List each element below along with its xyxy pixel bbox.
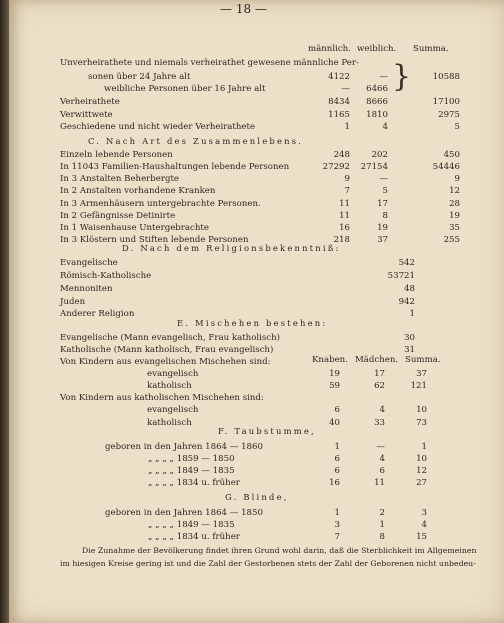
value-male: 27292	[322, 162, 350, 172]
section-heading-f: F. Taubstumme,	[218, 426, 316, 436]
kids-kath-heading: Von Kindern aus katholischen Mischehen sind:	[60, 393, 264, 403]
row-label: Verheirathete	[60, 97, 120, 107]
value-sum: 10	[416, 405, 427, 415]
value-female: 17	[377, 199, 388, 209]
row-label: „ „ „ „ 1859 — 1850	[148, 454, 235, 464]
row-label: weibliche Personen über 16 Jahre alt	[104, 84, 266, 94]
value-sum: 30	[404, 333, 415, 343]
row-label: „ „ „ „ 1834 u. früher	[148, 478, 240, 488]
value-sum: 255	[443, 235, 460, 245]
value-boys: 19	[329, 369, 340, 379]
row-label: In 2 Anstalten vorhandene Kranken	[60, 186, 216, 196]
value-male: 1	[344, 122, 350, 132]
value-female: 8666	[366, 97, 388, 107]
value-girls: 1	[379, 520, 385, 530]
kids-ev-heading: Von Kindern aus evangelischen Mischehen sind:	[60, 357, 271, 367]
row-label: In 3 Anstalten Beherbergte	[60, 174, 180, 184]
value-sum: 542	[398, 258, 415, 268]
row-label: Unverheirathete und niemals verheirathet gewesene männliche Per-	[60, 58, 359, 68]
value-boys: 6	[334, 405, 340, 415]
value-boys: 59	[329, 381, 340, 391]
row-label: In 3 Armenhäusern untergebrachte Personen.	[60, 199, 261, 209]
value-sum: 54446	[432, 162, 460, 172]
value-girls: 4	[379, 405, 385, 415]
value-female: 37	[377, 235, 388, 245]
value-sum: 35	[449, 223, 460, 233]
value-sum: 15	[416, 532, 427, 542]
value-sum: 942	[398, 297, 415, 307]
value-male: 11	[339, 199, 350, 209]
value-male: 11	[339, 211, 350, 221]
value-sum: 19	[449, 211, 460, 221]
value-female: 6466	[366, 84, 388, 94]
value-female: 8	[382, 211, 388, 221]
row-label: „ „ „ „ 1834 u. früher	[148, 532, 240, 542]
sub-header-girls: Mädchen.	[355, 355, 399, 365]
row-label: evangelisch	[147, 405, 199, 415]
value-boys: 16	[329, 478, 340, 488]
value-sum: 5	[454, 122, 460, 132]
value-sum: 53721	[387, 271, 415, 281]
value-sum: 17100	[432, 97, 460, 107]
value-sum: 37	[416, 369, 427, 379]
row-label: In 11043 Familien-Haushaltungen lebende Personen	[60, 162, 290, 172]
value-male: 4122	[328, 72, 350, 82]
row-label: Evangelische	[60, 258, 118, 268]
value-male: 1165	[328, 110, 350, 120]
row-label: evangelisch	[147, 369, 199, 379]
book-spine	[0, 0, 9, 623]
row-label: In 1 Waisenhause Untergebrachte	[60, 223, 209, 233]
section-heading-g: G. Blinde,	[225, 492, 289, 502]
value-girls: 8	[379, 532, 385, 542]
value-female: 202	[371, 150, 388, 160]
value-girls: 62	[374, 381, 385, 391]
value-sum: 31	[404, 345, 415, 355]
value-girls: 33	[374, 418, 385, 428]
section-heading-d: D. Nach dem Religionsbekenntniß:	[122, 243, 341, 253]
value-sum: 3	[421, 508, 427, 518]
value-sum: 9	[454, 174, 460, 184]
value-sum: 12	[416, 466, 427, 476]
value-sum: 121	[410, 381, 427, 391]
value-female: 27154	[360, 162, 388, 172]
row-label: katholisch	[147, 381, 192, 391]
value-female: 4	[382, 122, 388, 132]
footnote-line-2: im hiesigen Kreise gering ist und die Zahl der Gestorbenen stets der Zahl der Geborenen nicht unbedeu-	[60, 559, 476, 568]
row-label: In 2 Gefängnisse Detinirte	[60, 211, 176, 221]
row-label: Mennoniten	[60, 284, 113, 294]
value-female: 1810	[366, 110, 388, 120]
col-header-male: männlich.	[308, 44, 351, 54]
section-heading-c: C. Nach Art des Zusammenlebens.	[88, 136, 304, 146]
page-number: — 18 —	[220, 2, 267, 16]
row-label: „ „ „ „ 1849 — 1835	[148, 466, 235, 476]
value-boys: 1	[334, 442, 340, 452]
value-sum: 27	[416, 478, 427, 488]
sub-header-sum: Summa.	[405, 355, 441, 365]
value-boys: 6	[334, 466, 340, 476]
value-female: 19	[377, 223, 388, 233]
value-sum: 1	[421, 442, 427, 452]
row-label: Evangelische (Mann evangelisch, Frau katholisch)	[60, 333, 280, 343]
value-sum: 12	[449, 186, 460, 196]
value-sum: 73	[416, 418, 427, 428]
value-male: 9	[344, 174, 350, 184]
value-girls: 4	[379, 454, 385, 464]
value-sum: 450	[443, 150, 460, 160]
value-girls: 11	[374, 478, 385, 488]
col-header-female: weiblich.	[357, 44, 397, 54]
value-male: 218	[333, 235, 350, 245]
row-label: In 3 Klöstern und Stiften lebende Personen	[60, 235, 249, 245]
value-girls: —	[376, 442, 385, 452]
value-male: 16	[339, 223, 350, 233]
value-male: 7	[344, 186, 350, 196]
row-label: sonen über 24 Jahre alt	[88, 72, 191, 82]
value-girls: 6	[379, 466, 385, 476]
value-boys: 1	[334, 508, 340, 518]
section-heading-e: E. Mischehen bestehen:	[177, 318, 328, 328]
footnote-line-1: Die Zunahme der Bevölkerung findet ihren Grund wohl darin, daß die Sterblichkeit im Allgemeinen	[82, 546, 477, 555]
row-label: Anderer Religion	[60, 309, 135, 319]
value-sum: 48	[404, 284, 415, 294]
value-sum: 2975	[438, 110, 460, 120]
row-label: „ „ „ „ 1849 — 1835	[148, 520, 235, 530]
row-label: Einzeln lebende Personen	[60, 150, 173, 160]
value-sum: 10588	[432, 72, 460, 82]
value-boys: 7	[334, 532, 340, 542]
value-female: —	[379, 72, 388, 82]
value-male: 248	[333, 150, 350, 160]
row-label: Geschiedene und nicht wieder Verheirathete	[60, 122, 256, 132]
sub-header-boys: Knaben.	[312, 355, 348, 365]
value-boys: 40	[329, 418, 340, 428]
row-label: Katholische (Mann katholisch, Frau evangelisch)	[60, 345, 274, 355]
row-label: Verwittwete	[60, 110, 113, 120]
value-boys: 6	[334, 454, 340, 464]
value-boys: 3	[334, 520, 340, 530]
row-label: katholisch	[147, 418, 192, 428]
value-sum: 10	[416, 454, 427, 464]
value-male: —	[341, 84, 350, 94]
curly-brace: }	[392, 59, 412, 94]
value-girls: 2	[379, 508, 385, 518]
value-male: 8434	[328, 97, 350, 107]
value-female: —	[379, 174, 388, 184]
value-sum: 28	[449, 199, 460, 209]
col-header-sum: Summa.	[413, 44, 449, 54]
value-female: 5	[382, 186, 388, 196]
value-sum: 1	[409, 309, 415, 319]
row-label: Juden	[60, 297, 86, 307]
value-sum: 4	[421, 520, 427, 530]
row-label: Römisch-Katholische	[60, 271, 152, 281]
value-girls: 17	[374, 369, 385, 379]
row-label: geboren in den Jahren 1864 — 1850	[105, 508, 263, 518]
row-label: geboren in den Jahren 1864 — 1860	[105, 442, 263, 452]
